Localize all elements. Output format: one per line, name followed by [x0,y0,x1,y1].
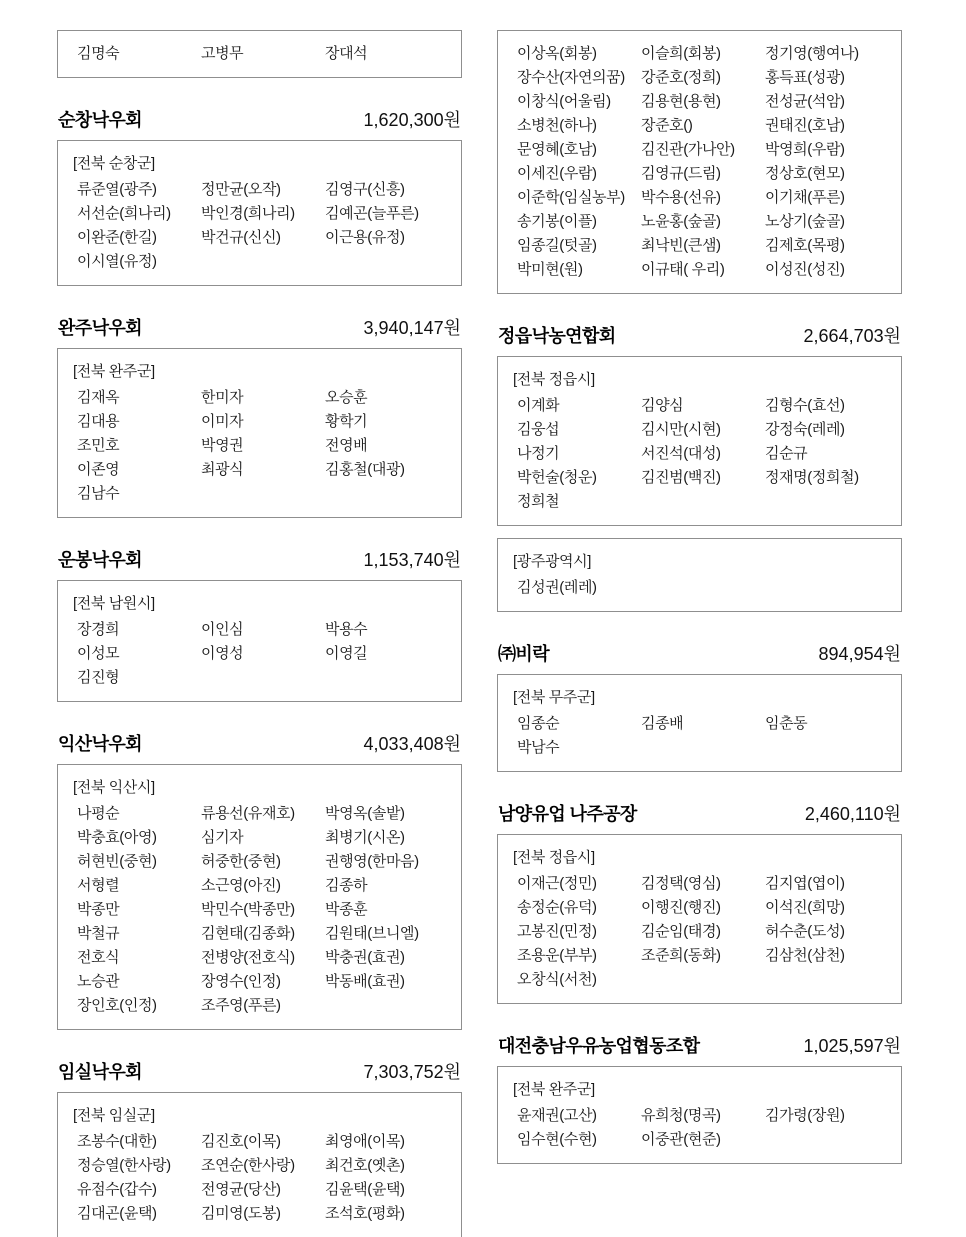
donor-name: 이창식(어울림) [517,93,611,110]
donor-name: 이존영 [77,461,120,478]
donor-name-grid [77,802,449,1018]
donor-name: 장대석 [325,45,368,62]
donor-name: 김진관(가나안) [641,141,735,158]
donor-name: 임종순 [517,715,560,732]
organization-title: 익산낙우회 [58,734,142,754]
donor-name-grid [77,618,449,690]
region-label: [전북 남원시] [73,595,155,612]
donor-name: 이중관(현준) [641,1131,721,1148]
donor-name: 오승훈 [325,389,368,406]
region-label: [전북 무주군] [513,689,595,706]
donor-name: 소근영(아진) [201,877,281,894]
donor-name: 전영균(당산) [201,1181,281,1198]
donor-name: 김홍철(대광) [325,461,405,478]
donor-name: 김종배 [641,715,684,732]
organization-title: 임실낙우회 [58,1062,142,1082]
donor-name: 정상호(현모) [765,165,845,182]
donor-name: 박영희(우람) [765,141,845,158]
donor-name: 홍득표(성광) [765,69,845,86]
donor-name: 이완준(한길) [77,229,157,246]
donor-name: 노윤홍(숲골) [641,213,721,230]
donor-name: 유희청(명곡) [641,1107,721,1124]
donor-name: 최광식 [201,461,244,478]
right-column [497,30,902,1229]
section-header [58,106,461,128]
donor-name: 박영권 [201,437,244,454]
donor-name: 김순임(태경) [641,923,721,940]
donor-name: 강준호(정희) [641,69,721,86]
donor-name: 이성진(성진) [765,261,845,278]
donor-name: 김현태(김종화) [201,925,295,942]
donor-name: 권태진(호남) [765,117,845,134]
donor-name: 김정택(영심) [641,875,721,892]
donor-name: 이준학(임실농부) [517,189,625,206]
donor-name: 박종훈 [325,901,368,918]
donor-name: 박충효(아영) [77,829,157,846]
donor-name: 서진석(대성) [641,445,721,462]
donor-name: 이영성 [201,645,244,662]
donor-name: 김제호(목평) [765,237,845,254]
region-label: [전북 완주군] [73,363,155,380]
donor-name: 권행영(한마음) [325,853,419,870]
donor-name: 김순규 [765,445,808,462]
donor-name-grid [77,42,449,66]
donor-name: 이상옥(회봉) [517,45,597,62]
donor-name: 소병천(하나) [517,117,597,134]
donor-name: 정승열(한사랑) [77,1157,171,1174]
organization-title: 운봉낙우회 [58,550,142,570]
donor-name: 장인호(인정) [77,997,157,1014]
donor-box [57,140,462,286]
donor-name: 노상기(숲골) [765,213,845,230]
donor-box [57,580,462,702]
donor-name: 이인심 [201,621,244,638]
donor-name: 서선순(희나리) [77,205,171,222]
donor-name: 장경희 [77,621,120,638]
donor-name: 이석진(희망) [765,899,845,916]
donor-name: 김명숙 [77,45,120,62]
organization-title: 완주낙우회 [58,318,142,338]
donor-name: 박철규 [77,925,120,942]
donor-box [497,674,902,772]
donor-name-grid [517,576,889,600]
donor-name: 오창식(서천) [517,971,597,988]
donor-name: 이근용(유정) [325,229,405,246]
region-label: [전북 순창군] [73,155,155,172]
donation-amount: 2,460,110원 [804,804,901,824]
donor-name-grid [517,42,889,282]
donor-name: 김대용 [77,413,120,430]
donor-name: 김용현(용현) [641,93,721,110]
donation-amount: 4,033,408원 [363,734,461,754]
section-header [58,730,461,752]
donor-name: 이미자 [201,413,244,430]
section-header [58,314,461,336]
donor-name-grid [517,1104,889,1152]
donor-name: 박민수(박종만) [201,901,295,918]
donation-amount: 7,303,752원 [363,1062,461,1082]
donor-name: 김미영(도봉) [201,1205,281,1222]
section-header [498,640,901,662]
donor-name: 김원태(브니엘) [325,925,419,942]
donor-name: 박수용(선유) [641,189,721,206]
donor-name: 김윤택(윤택) [325,1181,405,1198]
donor-name: 박충권(효권) [325,949,405,966]
donor-name: 김예곤(늘푸른) [325,205,419,222]
donor-name: 이성모 [77,645,120,662]
donor-name: 조연순(한사랑) [201,1157,295,1174]
donor-name: 이규태( 우리) [641,261,725,278]
donor-name: 허수춘(도성) [765,923,845,940]
donor-name: 이영길 [325,645,368,662]
donor-name: 전병양(전호식) [201,949,295,966]
donor-name: 이행진(행진) [641,899,721,916]
donor-name: 황학기 [325,413,368,430]
donor-name: 김삼천(삼천) [765,947,845,964]
region-label: [전북 임실군] [73,1107,155,1124]
donor-name-grid [77,178,449,274]
donor-name: 허중한(중현) [201,853,281,870]
section-header [498,800,901,822]
donor-name: 김영구(신흥) [325,181,405,198]
donation-amount: 1,025,597원 [803,1036,901,1056]
donor-name-grid [517,394,889,514]
donation-amount: 3,940,147원 [363,318,461,338]
region-label: [전북 완주군] [513,1081,595,1098]
region-label: [전북 정읍시] [513,849,595,866]
donor-name-grid [517,712,889,760]
donor-name: 전영배 [325,437,368,454]
donor-name: 김영규(드림) [641,165,721,182]
organization-title: 정읍낙농연합회 [498,326,616,346]
donor-name: 윤재권(고산) [517,1107,597,1124]
donor-name: 이시열(유정) [77,253,157,270]
organization-title: 남양유업 나주공장 [498,804,637,824]
donor-name-grid [517,872,889,992]
donor-name-grid [77,386,449,506]
donor-box [497,356,902,526]
section-header [498,322,901,344]
donation-amount: 1,153,740원 [363,550,461,570]
donor-name: 유점수(갑수) [77,1181,157,1198]
donor-name: 김종하 [325,877,368,894]
donor-box [57,764,462,1030]
donor-name: 류용선(유재호) [201,805,295,822]
donor-name: 조주영(푸른) [201,997,281,1014]
donor-name: 김진호(이목) [201,1133,281,1150]
left-column [57,30,462,1229]
donor-name: 박종만 [77,901,120,918]
region-label: [광주광역시] [513,553,591,570]
donor-name: 박헌술(청운) [517,469,597,486]
donor-name: 전호식 [77,949,120,966]
donation-amount: 894,954원 [818,644,901,664]
donor-name: 임수현(수현) [517,1131,597,1148]
donor-name: 김재옥 [77,389,120,406]
donor-name: 박인경(희나리) [201,205,295,222]
donor-name: 박용수 [325,621,368,638]
donor-name: 정만균(오작) [201,181,281,198]
organization-title: 대전충남우유농업협동조합 [498,1036,700,1056]
section-header [58,1058,461,1080]
donor-name: 강정숙(레레) [765,421,845,438]
donor-box [57,348,462,518]
donor-name: 김진범(백진) [641,469,721,486]
donation-amount: 1,620,300원 [363,110,461,130]
donor-name: 김대곤(윤택) [77,1205,157,1222]
donor-name: 이재근(정민) [517,875,597,892]
donor-name: 나평순 [77,805,120,822]
donor-name: 박남수 [517,739,560,756]
donor-box [57,30,462,78]
donor-name: 김지엽(엽이) [765,875,845,892]
donor-name: 나정기 [517,445,560,462]
donor-name: 김진형 [77,669,120,686]
donor-name: 류준열(광주) [77,181,157,198]
donor-name: 박미현(원) [517,261,583,278]
donor-name: 정기영(행여나) [765,45,859,62]
donor-name: 최건호(옛촌) [325,1157,405,1174]
donor-name: 김양심 [641,397,684,414]
donor-name: 전성균(석암) [765,93,845,110]
donor-name: 고봉진(민정) [517,923,597,940]
donor-name: 한미자 [201,389,244,406]
donor-name: 최영애(이목) [325,1133,405,1150]
donor-name: 고병무 [201,45,244,62]
donor-name: 임춘동 [765,715,808,732]
donor-name: 임종길(텃골) [517,237,597,254]
donor-name: 심기자 [201,829,244,846]
donor-name: 박동배(효권) [325,973,405,990]
donor-name: 장수산(자연의꿈) [517,69,625,86]
donor-name: 송정순(유덕) [517,899,597,916]
donor-name: 문영혜(호남) [517,141,597,158]
donor-name: 최낙빈(큰샘) [641,237,721,254]
donor-name: 이기채(푸른) [765,189,845,206]
section-header [58,546,461,568]
donor-name: 박영옥(솔밭) [325,805,405,822]
donor-name: 조민호 [77,437,120,454]
donor-name: 김시만(시현) [641,421,721,438]
donor-name: 김웅섭 [517,421,560,438]
donor-name: 김성권(레레) [517,579,597,596]
donor-name: 송기봉(이플) [517,213,597,230]
donor-name: 최병기(시온) [325,829,405,846]
donor-name: 정희철 [517,493,560,510]
donor-name: 박건규(신신) [201,229,281,246]
donor-box [497,1066,902,1164]
region-label: [전북 익산시] [73,779,155,796]
donor-name: 조용운(부부) [517,947,597,964]
donor-name: 조준희(동화) [641,947,721,964]
donor-box [497,538,902,612]
organization-title: ㈜비락 [498,644,549,664]
donor-name: 서형렬 [77,877,120,894]
donor-box [497,834,902,1004]
donor-name: 이계화 [517,397,560,414]
donor-name: 노승관 [77,973,120,990]
organization-title: 순창낙우회 [58,110,142,130]
donor-name: 김남수 [77,485,120,502]
donor-name: 김형수(효선) [765,397,845,414]
section-header [498,1032,901,1054]
donor-name: 장준호() [641,117,693,134]
donor-name: 조봉수(대한) [77,1133,157,1150]
donor-name: 허현빈(중현) [77,853,157,870]
donor-name: 조석호(평화) [325,1205,405,1222]
donor-name: 이슬희(회봉) [641,45,721,62]
donor-box [57,1092,462,1237]
region-label: [전북 정읍시] [513,371,595,388]
donor-name: 김가령(장원) [765,1107,845,1124]
donor-name: 정재명(정희철) [765,469,859,486]
donation-amount: 2,664,703원 [803,326,901,346]
donor-name: 장영수(인정) [201,973,281,990]
donor-name: 이세진(우람) [517,165,597,182]
donor-box [497,30,902,294]
donor-name-grid [77,1130,449,1226]
